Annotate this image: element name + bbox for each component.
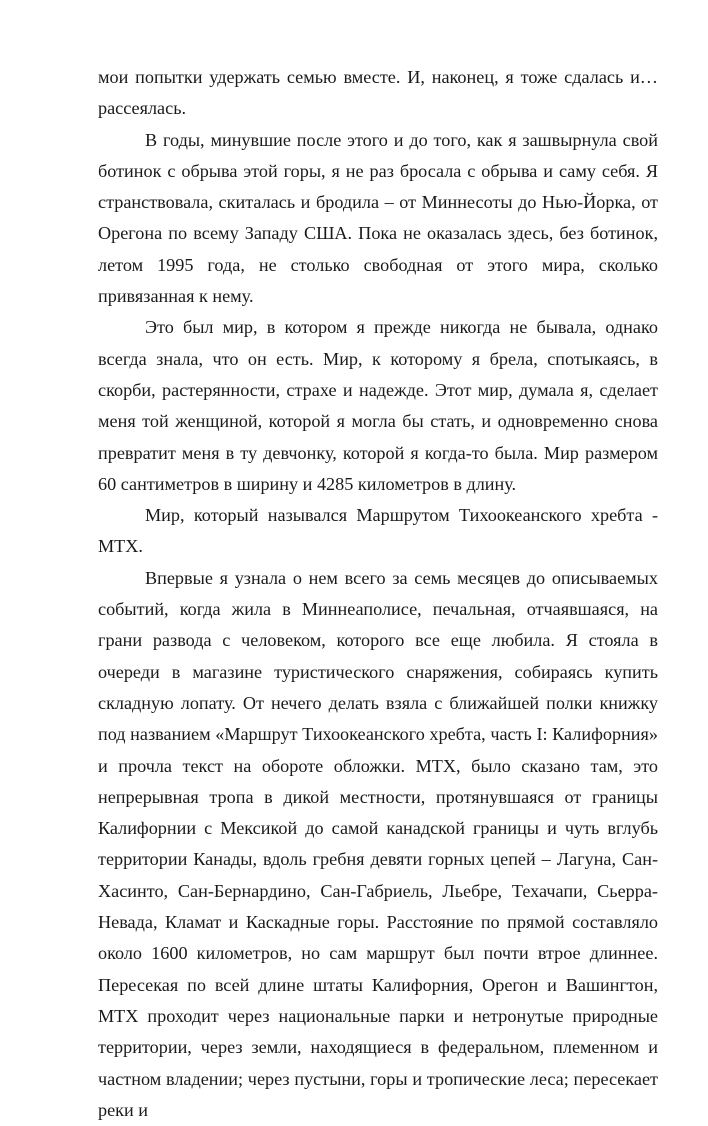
paragraph: В годы, минувшие после этого и до того, как я зашвырнула свой ботинок с обрыва этой горы, я не раз бросала с обрыва и саму себя. Я странствовала, скиталась и бродила – от Миннесоты до Нью-Йорка, от Орегона по всему Западу США. Пока не оказалась здесь, без ботинок, летом 1995 года, не столько свободная от этого мира, сколько привязанная к нему. bbox=[98, 129, 658, 307]
paragraph: Мир, который назывался Маршрутом Тихоокеанского хребта - МТХ. bbox=[98, 505, 658, 557]
paragraph: Впервые я узнала о нем всего за семь месяцев до описываемых событий, когда жила в Миннеаполисе, печальная, отчаявшаяся, на грани развода с человеком, которого все еще любила. Я стояла в очереди в магазине туристического снаряжения, собираясь купить складную лопату. От нечего делать взяла с ближайшей полки книжку под названием «Маршрут Тихоокеанского хребта, часть I: Калифорния» и прочла текст на обороте обложки. МТХ, было сказано там, это непрерывная тропа в дикой местности, протянувшаяся от границы Калифорнии с Мексикой до самой канадской границы и чуть вглубь территории Канады, вдоль гребня девяти горных цепей – Лагуна, Сан-Хасинто, Сан-Бернардино, Сан-Габриель, Льебре, Техачапи, Сьерра-Невада, Кламат и Каскадные горы. Расстояние по прямой составляло около 1600 километров, но сам маршрут был почти втрое длиннее. Пересекая по всей длине штаты Калифорния, Орегон и Вашингтон, МТХ проходит через национальные парки и нетронутые природные территории, через земли, находящиеся в федеральном, племенном и частном владении; через пустыни, горы и тропические леса; пересекает реки и bbox=[98, 567, 658, 1120]
paragraph: Это был мир, в котором я прежде никогда не бывала, однако всегда знала, что он есть. Мир, к которому я брела, спотыкаясь, в скорби, растерянности, страхе и надежде. Этот мир, думала я, сделает меня той женщиной, которой я могла бы стать, и одновременно снова превратит меня в ту девчонку, которой я когда-то была. Мир размером 60 сантиметров в ширину и 4285 километров в длину. bbox=[98, 317, 658, 494]
paragraph-continuation: мои попытки удержать семью вместе. И, наконец, я тоже сдалась и… рассеялась. bbox=[98, 67, 658, 119]
